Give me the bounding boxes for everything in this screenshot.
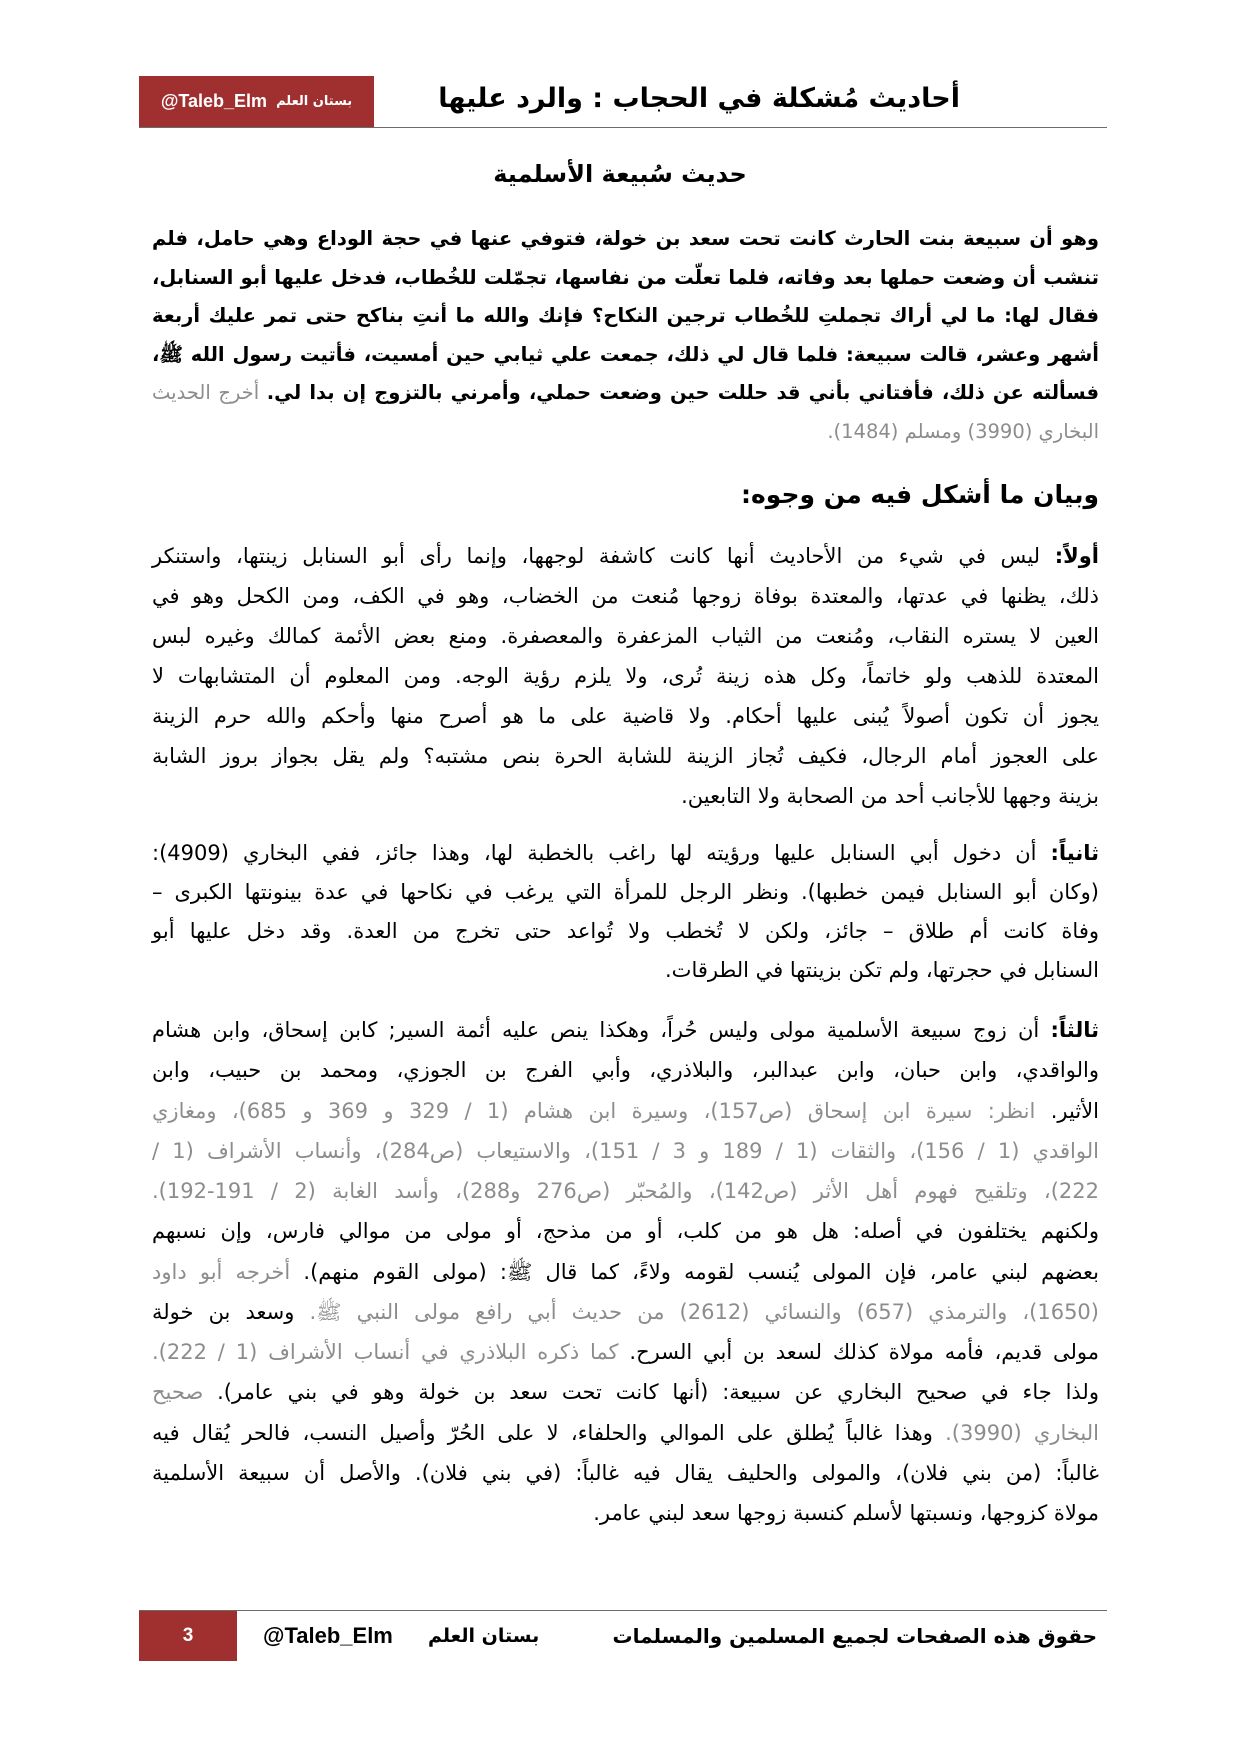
text-line: [152, 951, 1099, 990]
text-line: [152, 413, 1099, 452]
hadith-text-run: فقال لها: ما لي أراك تجملتِ للخُطاب ترجين النكاح؟ فإنك والله ما أنتِ بناكح حتى تمر عليك أربعة: [152, 304, 1099, 328]
hadith-text-run: وهو أن سبيعة بنت الحارث كانت تحت سعد بن خولة، فتوفي عنها في حجة الوداع وهي حامل، فلم: [152, 227, 1099, 250]
text-line: [152, 873, 1099, 912]
reference-citation: (1650)، والترمذي (657) والنسائي (2612) من حديث أبي رافع مولى النبي ﷺ.: [309, 1299, 1099, 1324]
hadith-text-run: تنشب أن وضعت حملها بعد وفاته، فلما تعلّت من نفاسها، تجمّلت للخُطاب، فدخل عليها أبو السنابل،: [152, 265, 1099, 289]
text-run: غالباً: (من بني فلان)، والمولى والحليف يقال فيه غالباً: (في بني فلان). والأصل أن سبيعة الأسلمية: [152, 1460, 1099, 1485]
text-run: ليس في شيء من الأحاديث أنها كانت كاشفة لوجهها، وإنما رأى أبو السنابل زينتها، واستنكر: [152, 544, 1055, 568]
point-label: ثالثاً:: [1050, 1018, 1099, 1042]
text-line: [152, 776, 1099, 816]
text-run: أن زوج سبيعة الأسلمية مولى وليس حُراً، وهكذا ينص عليه أئمة السير; كابن إسحاق، وابن هشام: [152, 1018, 1051, 1042]
reference-citation: صحيح: [152, 1380, 218, 1405]
text-line: [152, 1211, 1099, 1251]
text-line: [152, 374, 1099, 413]
text-line: [152, 1453, 1099, 1493]
hadith-text-run: أشهر وعشر، قالت سبيعة: فلما قال لي ذلك، جمعت علي ثيابي حين أمسيت، فأتيت رسول الله ﷺ،: [152, 342, 1099, 366]
reference-citation: أخرج الحديث: [152, 381, 267, 405]
text-run: العين لا يستره النقاب، ومُنعت من الثياب المزعفرة والمعصفرة. ومنع بعض الأئمة كمالك وغيره لبس: [152, 624, 1099, 648]
text-line: [152, 259, 1099, 298]
text-run: بعضهم لبني عامر، فإن المولى يُنسب لقومه ولاءً، كما قال ﷺ: (مولى القوم منهم).: [303, 1259, 1099, 1284]
reference-citation: البخاري (3990) ومسلم (1484).: [827, 419, 1099, 443]
text-run: وهذا غالباً يُطلق على الموالي والحلفاء، لا على الحُرّ وأصيل النسب، فالحر يُقال فيه: [152, 1420, 946, 1445]
text-line: [152, 536, 1099, 576]
page-number: 3: [182, 1625, 194, 1646]
text-run: بزينة وجهها للأجانب أحد من الصحابة ولا التابعين.: [681, 784, 1099, 808]
point-paragraph: [152, 834, 1099, 990]
text-line: [152, 1292, 1099, 1332]
point-paragraph: [152, 1010, 1099, 1533]
footer-divider: [139, 1610, 1107, 1611]
text-line: [152, 1372, 1099, 1412]
text-run: (وكان أبو السنابل فيمن خطبها). ونظر الرجل للمرأة التي يرغب في نكاحها في عدة بينونتها الكبرى –: [152, 880, 1099, 904]
reference-citation: انظر: سيرة ابن إسحاق (ص157)، وسيرة ابن هشام (1 / 329 و 369 و 685)، ومغازي: [152, 1098, 1051, 1123]
text-line: [152, 1171, 1099, 1211]
brand-name: بستان العلم: [276, 94, 353, 109]
text-line: [152, 1091, 1099, 1131]
text-run: ذلك، يظنها في عدتها، والمعتدة بوفاة زوجها مُنعت من الخضاب، وهو في الكف، ومن الكحل وهو في: [152, 584, 1099, 608]
text-line: [152, 1050, 1099, 1090]
text-line: [152, 834, 1099, 873]
hadith-text-run: فسألته عن ذلك، فأفتاني بأني قد حللت حين وضعت حملي، وأمرني بالتزوج إن بدا لي.: [266, 381, 1099, 405]
text-line: [152, 1010, 1099, 1050]
text-run: يجوز أن تكون أصولاً يُبنى عليها أحكام. ولا قاضية على ما هو أصرح منها وأحكم والله حرم الزينة: [152, 704, 1099, 728]
header-divider: [139, 127, 1107, 128]
text-line: [152, 656, 1099, 696]
text-line: [152, 1493, 1099, 1533]
text-run: السنابل في حجرتها، ولم تكن بزينتها في الطرقات.: [665, 958, 1099, 982]
text-run: المعتدة للذهب ولو خاتماً، وكل هذه زينة تُرى، ولا يلزم رؤية الوجه. ومن المعلوم أن المتشابهات لا: [152, 664, 1099, 688]
brand-handle: @Taleb_Elm: [160, 91, 268, 111]
point-label: أولاً:: [1054, 544, 1099, 568]
text-line: [152, 616, 1099, 656]
reference-citation: أخرجه أبو داود: [152, 1259, 304, 1284]
reference-citation: الواقدي (1 / 156)، والثقات (1 / 189 و 3 / 151)، والاستيعاب (ص284)، وأنساب الأشراف (1 /: [152, 1138, 1099, 1163]
text-run: الأثير.: [1050, 1098, 1099, 1123]
text-line: [152, 576, 1099, 616]
text-line: [152, 336, 1099, 375]
reference-citation: 222)، وتلقيح فهوم أهل الأثر (ص142)، والمُحبّر (ص276 و288)، وأسد الغابة (2 / 191-192).: [152, 1179, 1099, 1203]
article-title: حديث سُبيعة الأسلمية: [493, 160, 747, 188]
point-paragraph: [152, 536, 1099, 816]
text-line: [152, 1131, 1099, 1171]
footer-handle: @Taleb_Elm: [263, 1623, 393, 1648]
text-line: [152, 736, 1099, 776]
footer-rights-notice: حقوق هذه الصفحات لجميع المسلمين والمسلمات: [612, 1624, 1097, 1648]
text-line: [152, 1252, 1099, 1292]
text-run: ولكنهم يختلفون في أصله: هل هو من كلب، أو من مذحج، أو مولى من موالي فارس، وإن نسبهم: [152, 1219, 1099, 1244]
reference-citation: البخاري (3990).: [945, 1420, 1099, 1445]
footer-brand-name: بستان العلم: [428, 1625, 540, 1647]
point-label: ثانياً:: [1050, 841, 1099, 865]
page-number-badge: [139, 1611, 237, 1661]
text-line: [152, 1413, 1099, 1453]
text-run: على العجوز أمام الرجال، فكيف تُجاز الزينة للشابة الحرة بنص مشتبه؟ ولم يقل بجواز بروز الشابة: [152, 744, 1099, 768]
text-run: وفاة كانت أم طلاق – جائز، ولكن لا تُخطب ولا تُواعد حتى تخرج من العدة. وقد دخل عليها أبو: [152, 919, 1099, 943]
text-line: [152, 1332, 1099, 1372]
text-run: مولى قديم، فأمه مولاة كذلك لسعد بن أبي السرح.: [629, 1340, 1099, 1364]
brand-badge: [139, 76, 374, 127]
text-run: وسعد بن خولة: [152, 1299, 310, 1324]
hadith-paragraph: [152, 220, 1099, 452]
text-line: [152, 220, 1099, 259]
section-heading: وبيان ما أشكل فيه من وجوه:: [741, 480, 1099, 509]
text-line: [152, 696, 1099, 736]
text-line: [152, 297, 1099, 336]
text-run: أن دخول أبي السنابل عليها ورؤيته لها راغب بالخطبة لها، وهذا جائز، ففي البخاري (4909):: [152, 841, 1051, 865]
text-run: والواقدي، وابن حبان، وابن عبدالبر، والبلاذري، وأبي الفرج بن الجوزي، ومحمد بن حبيب، وابن: [152, 1058, 1099, 1083]
text-line: [152, 912, 1099, 951]
reference-citation: كما ذكره البلاذري في أنساب الأشراف (1 / 222).: [152, 1340, 630, 1364]
text-run: ولذا جاء في صحيح البخاري عن سبيعة: (أنها كانت تحت سعد بن خولة وهو في بني عامر).: [217, 1380, 1099, 1405]
text-run: مولاة كزوجها، ونسبتها لأسلم كنسبة زوجها سعد لبني عامر.: [593, 1501, 1099, 1525]
running-header-title: أحاديث مُشكلة في الحجاب : والرد عليها: [438, 83, 960, 114]
